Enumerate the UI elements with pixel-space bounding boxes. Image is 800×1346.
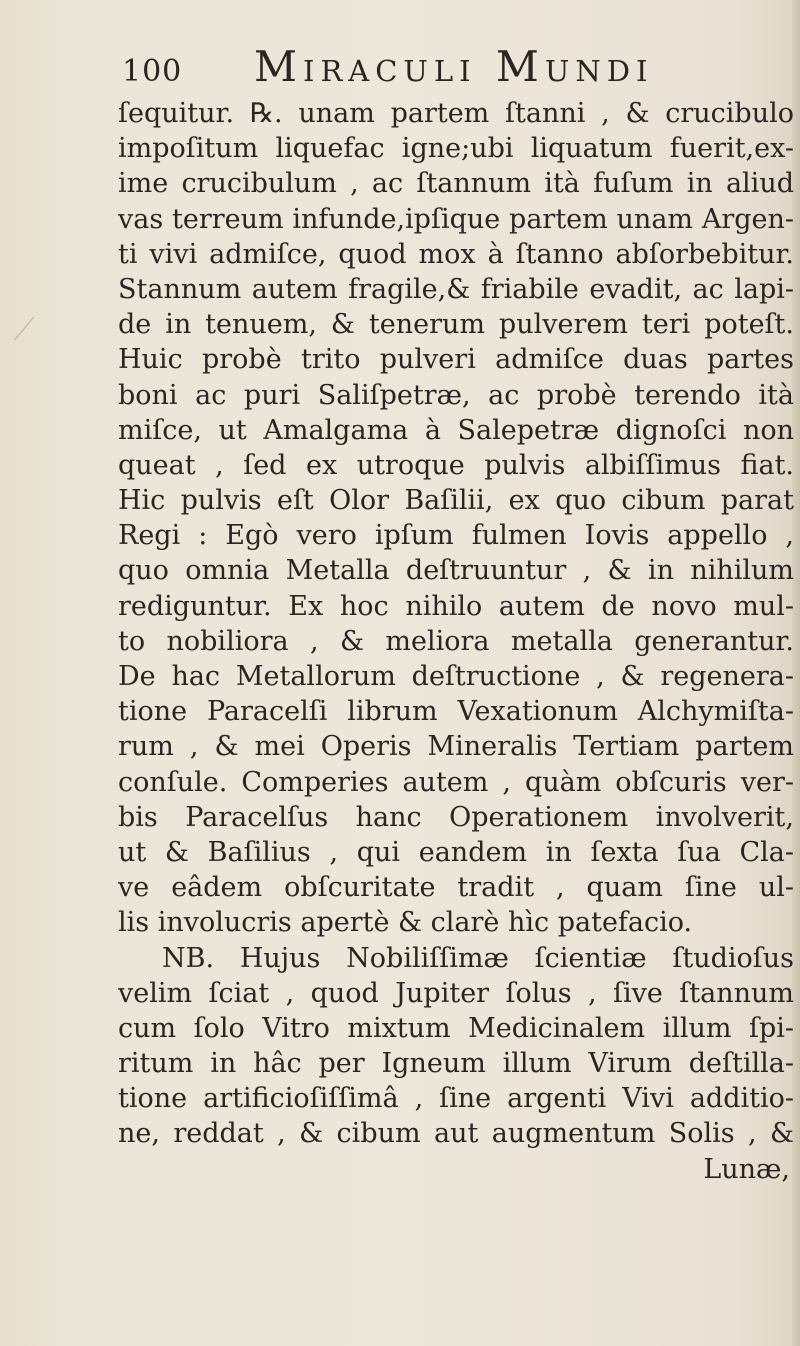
margin-pencil-mark [14, 317, 45, 350]
text-line: Stannum autem fragile,& friabile evadit, ac lapi- [118, 273, 794, 305]
text-line: ne, reddat , & cibum aut augmentum Solis , & [118, 1118, 794, 1150]
text-line: quo omnia Metalla deſtruuntur , & in nihilum [118, 555, 794, 587]
text-line: ve eâdem obſcuritate tradit , quam ſine ul- [118, 872, 794, 904]
text-line: NB. Hujus Nobiliſſimæ ſcientiæ ſtudioſus [162, 942, 794, 974]
text-line: conſule. Comperies autem , quàm obſcuris ver- [118, 766, 794, 798]
text-line: ti vivi admiſce, quod mox à ſtanno abſorbebitur. [118, 238, 794, 270]
text-line: to nobiliora , & meliora metalla generantur. [118, 625, 794, 657]
text-line: ſequitur. ℞. unam partem ſtanni , & crucibulo [118, 98, 794, 129]
body-text [118, 96, 794, 1187]
text-line: tione Paracelſi librum Vexationum Alchymiſta- [118, 696, 794, 728]
text-line: lis involucris apertè & clarè hìc patefacio. [118, 907, 693, 939]
text-line: De hac Metallorum deſtructione , & regenera- [118, 661, 794, 692]
text-line: Regi : Egò vero ipſum fulmen Iovis appello , [118, 520, 794, 552]
running-head [122, 40, 722, 92]
text-line: ritum in hâc per Igneum illum Virum deſtilla- [118, 1048, 794, 1080]
page-number: 100 [122, 54, 183, 89]
text-line: rediguntur. Ex hoc nihilo autem de novo mul- [118, 590, 794, 622]
text-line: miſce, ut Amalgama à Salepetræ dignoſci non [118, 414, 794, 446]
text-line: rum , & mei Operis Mineralis Tertiam partem [118, 731, 794, 763]
running-title: Miraculi Mundi [254, 42, 654, 91]
text-line: tione artificioſiſſimâ , ſine argenti Vivi additio- [118, 1083, 794, 1115]
text-line: Hic pulvis eſt Olor Baſilii, ex quo cibum parat [118, 485, 794, 517]
text-line: bis Paracelſus hanc Operationem involverit, [118, 801, 794, 833]
text-line: ime crucibulum , ac ſtannum ità fuſum in aliud [118, 168, 794, 200]
text-line: vas terreum infunde,ipſique partem unam Argen- [118, 203, 794, 235]
text-line: cum ſolo Vitro mixtum Medicinalem illum ſpi- [118, 1012, 794, 1044]
text-line: impoſitum liquefac igne;ubi liquatum fuerit,ex- [118, 133, 794, 165]
text-line: velim ſciat , quod Jupiter ſolus , ſive ſtannum [118, 977, 794, 1009]
text-line: queat , ſed ex utroque pulvis albiſſimus fiat. [118, 449, 794, 481]
text-line: ut & Baſilius , qui eandem in ſexta ſua Cla- [118, 836, 794, 868]
text-line: boni ac puri Saliſpetræ, ac probè terendo ità [118, 379, 794, 411]
text-line: de in tenuem, & tenerum pulverem teri poteſt. [118, 309, 794, 341]
text-line: Huic probè trito pulveri admiſce duas partes [118, 344, 794, 376]
text-line: Lunæ, [703, 1153, 790, 1185]
